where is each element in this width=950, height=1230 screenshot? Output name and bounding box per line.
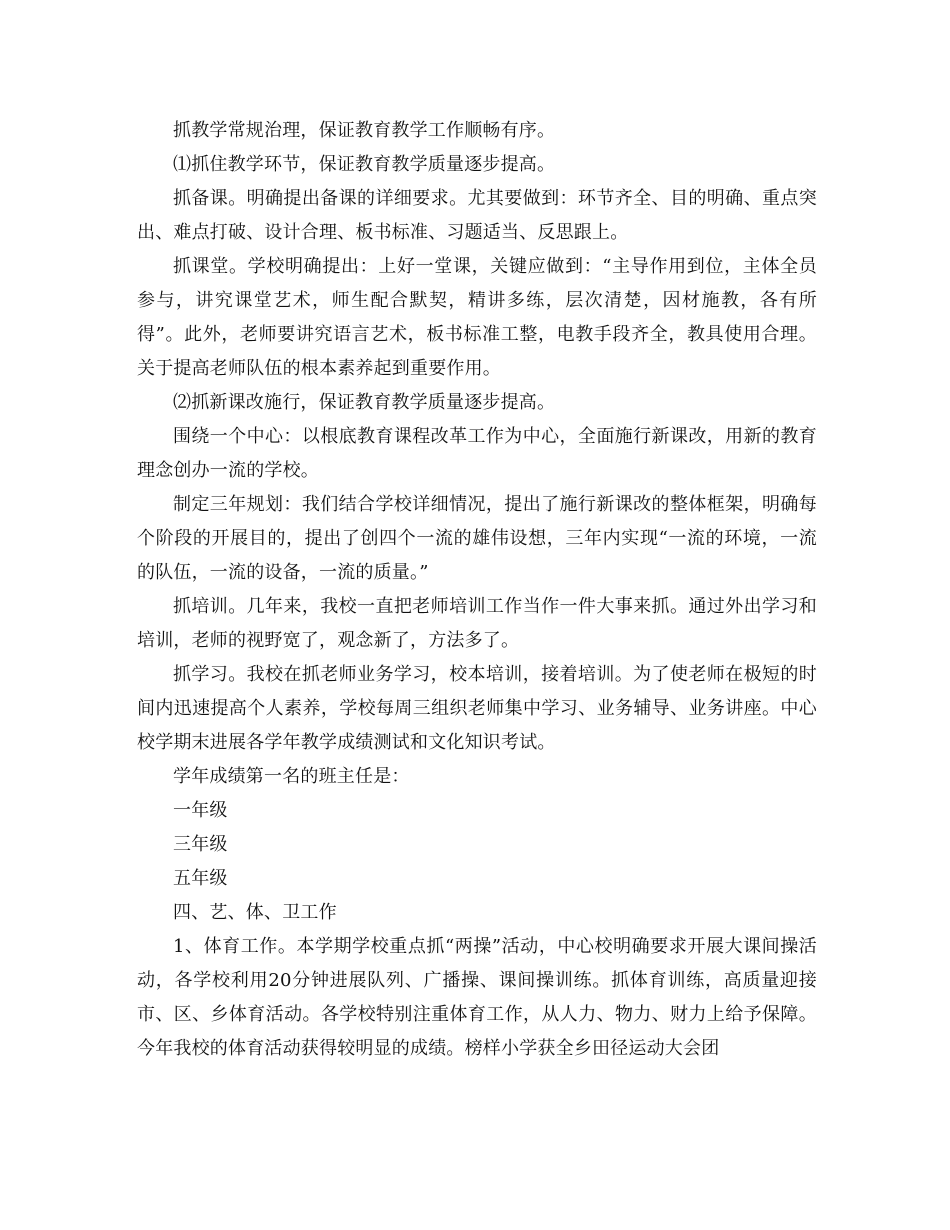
paragraph: 学年成绩第一名的班主任是：: [173, 766, 410, 787]
paragraph: 围绕一个中心：以根底教育课程改革工作为中心，全面施行新课改，用新的教育理念创办一流的学校。: [137, 426, 817, 481]
paragraph: ⑵抓新课改施行，保证教育教学质量逐步提高。: [173, 392, 556, 413]
list-item-grade: 五年级: [173, 868, 228, 889]
paragraph: ⑴抓住教学环节，保证教育教学质量逐步提高。: [173, 154, 556, 175]
paragraph: 抓备课。明确提出备课的详细要求。尤其要做到：环节齐全、目的明确、重点突出、难点打破、设计合理、板书标准、习题适当、反思跟上。: [137, 188, 817, 243]
list-item-grade: 三年级: [173, 834, 228, 855]
list-item-grade: 一年级: [173, 800, 228, 821]
paragraph: 制定三年规划：我们结合学校详细情况，提出了施行新课改的整体框架，明确每个阶段的开展目的，提出了创四个一流的雄伟设想，三年内实现“一流的环境，一流的队伍，一流的设备，一流的质量。”: [137, 494, 817, 583]
paragraph: 抓培训。几年来，我校一直把老师培训工作当作一件大事来抓。通过外出学习和培训，老师的视野宽了，观念新了，方法多了。: [137, 596, 817, 651]
paragraph: 1、体育工作。本学期学校重点抓“两操”活动，中心校明确要求开展大课间操活动，各学校利用20分钟进展队列、广播操、课间操训练。抓体育训练，高质量迎接市、区、乡体育活动。各学校特别注重体育工作，从人力、物力、财力上给予保障。今年我校的体育活动获得较明显的成绩。榜样小学获全乡田径运动大会团: [137, 936, 817, 1059]
paragraph: 抓教学常规治理，保证教育教学工作顺畅有序。: [173, 120, 556, 141]
paragraph: 抓学习。我校在抓老师业务学习，校本培训，接着培训。为了使老师在极短的时间内迅速提高个人素养，学校每周三组织老师集中学习、业务辅导、业务讲座。中心校学期末进展各学年教学成绩测试和文化知识考试。: [137, 664, 817, 753]
section-heading: 四、艺、体、卫工作: [173, 902, 337, 923]
paragraph: 抓课堂。学校明确提出：上好一堂课，关键应做到：“主导作用到位，主体全员参与，讲究课堂艺术，师生配合默契，精讲多练，层次清楚，因材施教，各有所得”。此外，老师要讲究语言艺术，板书标准工整，电教手段齐全，教具使用合理。关于提高老师队伍的根本素养起到重要作用。: [137, 256, 817, 379]
document-body: [137, 114, 817, 1066]
